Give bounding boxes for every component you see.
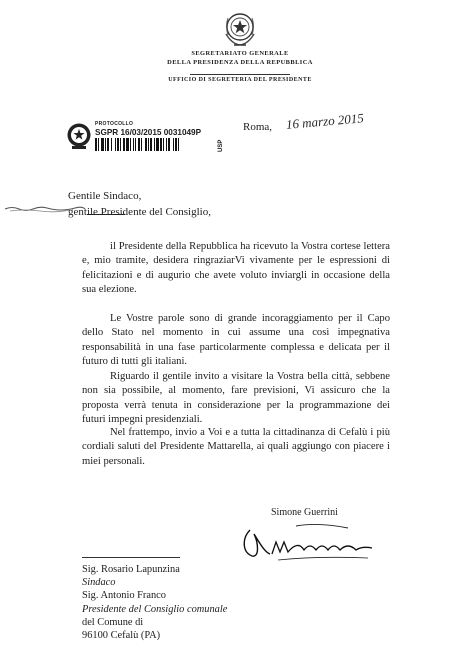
- barcode-bar: [98, 138, 99, 151]
- body-paragraph-4: Nel frattempo, invio a Voi e a tutta la cittadinanza di Cefalù i più cordiali saluti del Presidente Mattarella, ai quali aggiungo con piacere i miei personali.: [82, 427, 390, 467]
- protocol-label: PROTOCOLLO: [95, 121, 134, 127]
- barcode-bar: [148, 138, 149, 151]
- letterhead-line-2: DELLA PRESIDENZA DELLA REPUBBLICA: [167, 59, 313, 66]
- recipient-block: [82, 563, 227, 642]
- barcode-bar: [107, 138, 109, 151]
- barcode-bar: [160, 138, 162, 151]
- recipient-line-6: 96100 Cefalù (PA): [82, 630, 161, 642]
- recipient-divider: [82, 557, 180, 558]
- letterhead-divider: [190, 74, 290, 75]
- barcode-bar: [178, 138, 179, 151]
- recipient-line-1: Sig. Rosario Lapunzina: [82, 564, 180, 575]
- barcode-bar: [115, 138, 116, 151]
- barcode-bar: [163, 138, 164, 151]
- handwritten-signature: [238, 520, 376, 562]
- barcode-bar: [175, 138, 177, 151]
- barcode-bar: [173, 138, 174, 151]
- signatory-name: Simone Guerrini: [271, 507, 338, 518]
- barcode-bar: [120, 138, 121, 151]
- protocol-number: SGPR 16/03/2015 0031049P: [95, 128, 202, 137]
- barcode-bar: [135, 138, 136, 151]
- dateline-place: Roma,: [243, 121, 273, 133]
- barcode-bar: [123, 138, 125, 151]
- recipient-line-4: Presidente del Consiglio comunale: [82, 603, 228, 615]
- recipient-line-5: del Comune di: [82, 616, 144, 628]
- dateline-date-handwritten: 16 marzo 2015: [285, 110, 365, 132]
- barcode-bar: [130, 138, 131, 151]
- barcode-bar: [111, 138, 112, 151]
- recipient-line-2: Sindaco: [82, 577, 116, 589]
- salutation-line-2: gentile Presidente del Consiglio,: [68, 206, 211, 218]
- body-paragraph-3: Riguardo il gentile invito a visitare la Vostra bella città, sebbene non sia possibile, al momento, fare previsioni, Vi assicuro che la proposta verrà tenuta in considerazione per la programmazione dei futuri impegni presidenziali.: [82, 371, 390, 425]
- protocol-barcode: [95, 138, 217, 151]
- barcode-bar: [138, 138, 140, 151]
- barcode-bar: [166, 138, 167, 151]
- barcode-bar: [145, 138, 147, 151]
- barcode-bar: [126, 138, 129, 151]
- body-paragraph-2: Le Vostre parole sono di grande incoraggiamento per il Capo dello Stato nel momento in cui assume una così impegnativa responsabilità in una fase particolarmente complessa e delicata per il futuro di tutti gli italiani.: [82, 313, 390, 367]
- salutation-line-1: Gentile Sindaco,: [68, 190, 142, 202]
- body-paragraph-1: il Presidente della Repubblica ha ricevuto la Vostra cortese lettera e, mio tramite, desidera ringraziarVi vivamente per le espressioni di felicitazioni e di augurio che avete voluto inviargli in occasione della sua elezione.: [82, 241, 390, 295]
- barcode-bar: [117, 138, 119, 151]
- barcode-bar: [95, 138, 97, 151]
- letterhead-line-3: UFFICIO DI SEGRETERIA DEL PRESIDENTE: [168, 77, 312, 83]
- barcode-bar: [150, 138, 152, 151]
- barcode-bar: [141, 138, 142, 151]
- recipient-line-3: Sig. Antonio Franco: [82, 590, 166, 602]
- protocol-code: USP: [218, 139, 224, 152]
- barcode-bar: [154, 138, 155, 151]
- barcode-bar: [156, 138, 159, 151]
- italian-republic-emblem-icon: [222, 8, 258, 48]
- barcode-bar: [168, 138, 170, 151]
- barcode-bar: [101, 138, 104, 151]
- barcode-bar: [133, 138, 134, 151]
- salutation-pen-stroke: [87, 214, 125, 215]
- republic-seal-icon: [66, 122, 92, 150]
- letterhead-line-1: SEGRETARIATO GENERALE: [191, 50, 289, 57]
- barcode-bar: [105, 138, 106, 151]
